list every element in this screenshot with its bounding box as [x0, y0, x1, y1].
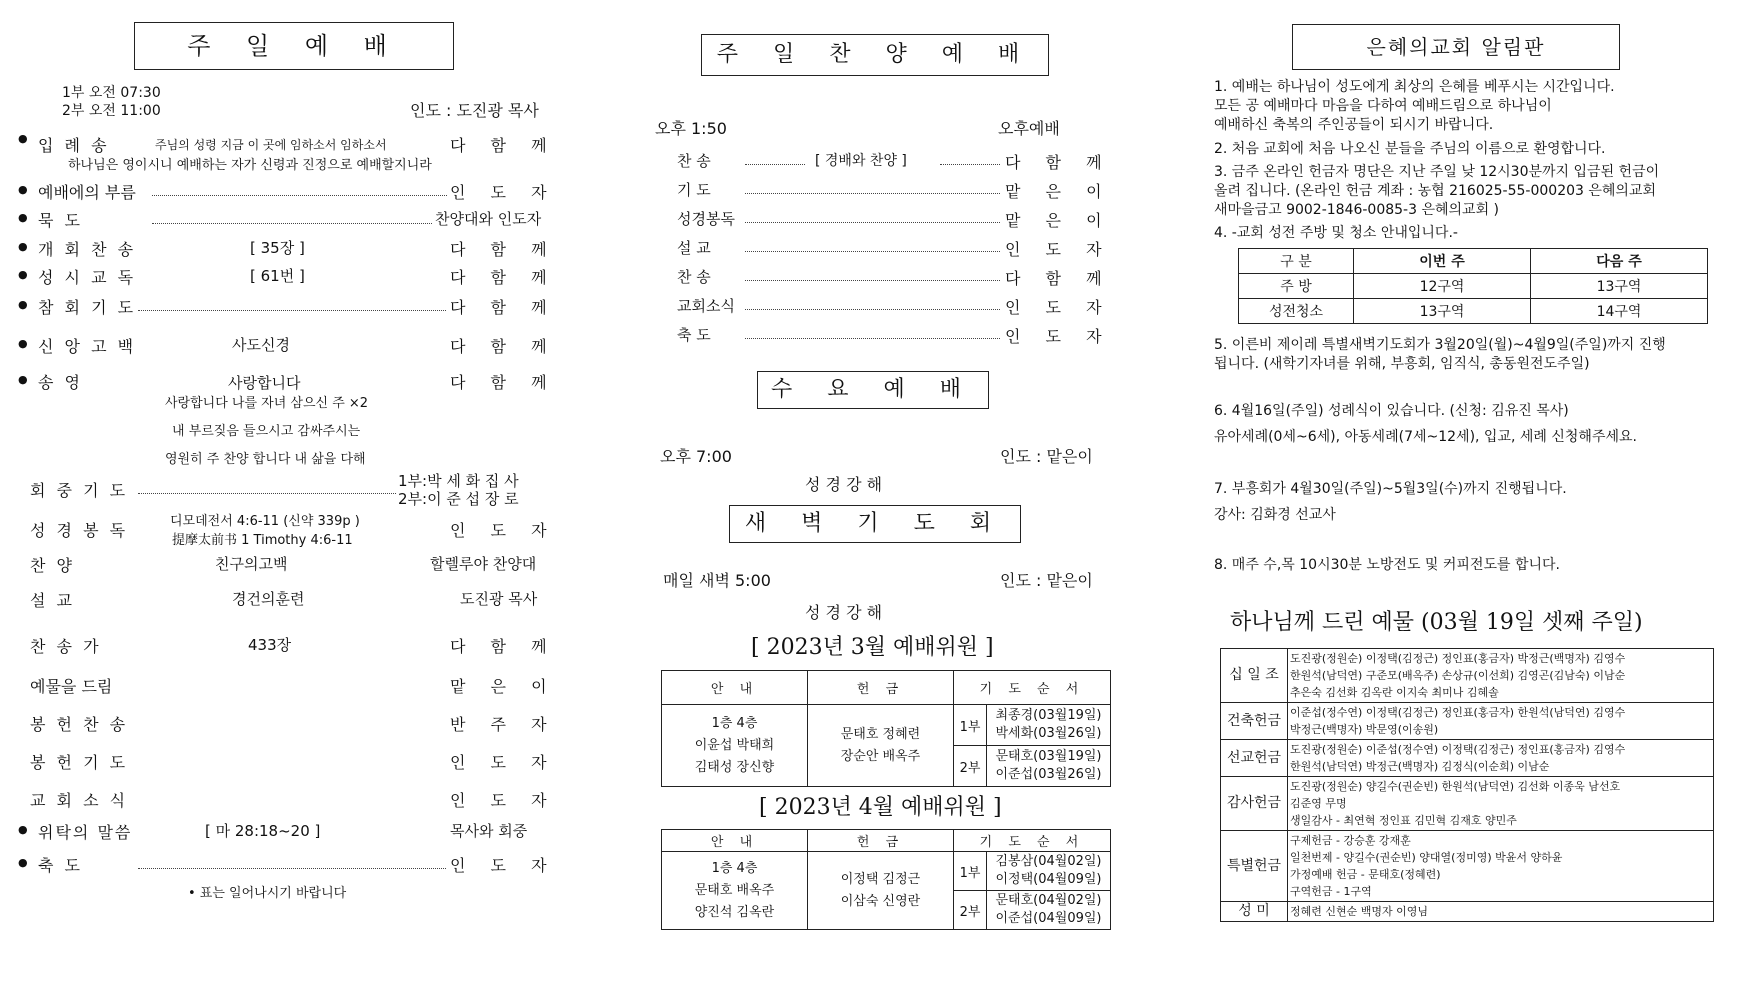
middle-column [655, 0, 1145, 982]
notice-line: 새마을금고 9002-1846-0085-3 은혜의교회 ) [1214, 202, 1500, 218]
notice-line: 유아세례(0세~6세), 아동세례(7세~12세), 입교, 세례 신청해주세요. [1214, 429, 1637, 445]
standing-bullet: ● [18, 856, 28, 869]
prayer-name: 최종경(03월19일) [995, 708, 1102, 723]
order-offer-prayer-label: 봉 헌 기 도 [30, 753, 129, 772]
leader-dots [745, 193, 1000, 194]
notice-line: 3. 금주 온라인 헌금자 명단은 지난 주일 낮 12시30분까지 입금된 헌금이 [1214, 164, 1660, 180]
clean-cell: 13구역 [1531, 274, 1708, 299]
clean-cell: 주 방 [1239, 274, 1354, 299]
guide-line: 김태성 장신향 [694, 759, 775, 775]
order-opening-hymn-mid: [ 35장 ] [250, 239, 305, 257]
order-reading-ref: 디모데전서 4:6-11 (신약 339p ) [170, 514, 360, 529]
guide-line: 문태호 배옥주 [694, 882, 775, 898]
offering-kind: 특별헌금 [1221, 831, 1288, 902]
offering-title: 하나님께 드린 예물 (03월 19일 셋째 주일) [1230, 610, 1643, 635]
notice-line: 강사: 김화경 선교사 [1214, 507, 1336, 523]
wednesday-time: 오후 7:00 [660, 447, 732, 466]
standing-bullet: ● [18, 268, 28, 281]
sunday-service-title: 주 일 예 배 [134, 22, 454, 70]
praise-item-right: 맡 은 이 [1005, 182, 1112, 201]
notice-line: 모든 공 예배마다 마음을 다하여 예배드림으로 하나님이 [1214, 98, 1552, 114]
offering-line: 문태호 정혜련 [840, 726, 921, 742]
service-time-2: 2부 오전 11:00 [62, 103, 161, 119]
clean-cell: 12구역 [1354, 274, 1531, 299]
offering-line: 구제헌금 - 강승훈 강재훈 [1290, 834, 1411, 847]
offering-names [1288, 740, 1714, 777]
clean-cell: 13구역 [1354, 299, 1531, 324]
leader-dots [745, 222, 1000, 223]
order-silent-right: 찬양대와 인도자 [435, 210, 542, 228]
offering-line: 장순안 배옥주 [840, 748, 921, 764]
order-hymn-right: 다 함 께 [450, 637, 557, 656]
notice-line: 1. 예배는 하나님이 성도에게 최상의 은혜를 베푸시는 시간입니다. [1214, 79, 1615, 95]
leader-dots [745, 164, 805, 165]
offering-names [1288, 902, 1714, 922]
service-leader: 인도 : 도진광 목사 [410, 101, 539, 120]
order-commission-label: 위탁의 말씀 [38, 823, 133, 842]
prayer-name: 박세화(03월26일) [995, 726, 1102, 741]
praise-item-label: 기 도 [677, 181, 711, 199]
praise-item-label: 성경봉독 [677, 210, 735, 228]
praise-item-right: 인 도 자 [1005, 240, 1112, 259]
header-offering: 헌 금 [808, 671, 954, 705]
leader-dots [745, 309, 1000, 310]
clean-header: 이번 주 [1354, 249, 1531, 274]
leader-dots [940, 164, 1000, 165]
prayer-name: 문태호(03월19일) [995, 749, 1102, 764]
notice-6 [1214, 398, 1734, 450]
clean-cell: 성전청소 [1239, 299, 1354, 324]
clean-header: 다음 주 [1531, 249, 1708, 274]
offering-kind: 십 일 조 [1221, 649, 1288, 703]
offering-kind: 성 미 [1221, 902, 1288, 922]
order-hymn-mid: 433장 [248, 636, 292, 654]
guide-cell [662, 852, 808, 930]
notice-8: 8. 매주 수,목 10시30분 노방전도 및 커피전도를 합니다. [1214, 557, 1560, 573]
order-choir-mid: 친구의고백 [215, 555, 288, 573]
april-committee-title: [ 2023년 4월 예배위원 ] [759, 795, 1002, 820]
guide-line: 양진석 김옥란 [694, 904, 775, 920]
praise-item-right: 인 도 자 [1005, 298, 1112, 317]
offering-line: 가정예배 헌금 - 문태호(정혜련) [1290, 868, 1441, 881]
notice-3 [1214, 163, 1734, 220]
offering-line: 한원석(남덕연) 박정근(백명자) 김정식(이순희) 이남순 [1290, 760, 1550, 773]
order-repent-label: 참 회 기 도 [38, 298, 137, 317]
guide-line: 1층 4층 [711, 860, 758, 876]
order-opening-hymn-label: 개 회 찬 송 [38, 240, 137, 259]
order-entrance-song: 주님의 성령 지금 이 곳에 임하소서 임하소서 [155, 138, 387, 152]
prayer-part: 2부 [954, 891, 987, 930]
standing-bullet: ● [18, 373, 28, 386]
leader-dots [152, 195, 447, 196]
praise-service-time: 오후 1:50 [655, 119, 727, 138]
praise-lyric-1: 사랑합니다 나를 자녀 삼으신 주 ×2 [165, 396, 369, 411]
offering-names [1288, 649, 1714, 703]
notice-line: 5. 이른비 제이레 특별새벽기도회가 3월20일(월)~4월9일(주일)까지 진행 [1214, 337, 1666, 353]
offering-line: 도진광(정원순) 이정택(김정근) 정인표(홍금자) 박정근(백명자) 김영수 [1290, 652, 1626, 665]
praise-item-label: 찬 송 [677, 152, 711, 170]
notice-1 [1214, 78, 1734, 135]
header-prayer: 기 도 순 서 [954, 830, 1111, 852]
prayer-names [987, 852, 1111, 891]
standing-bullet: ● [18, 337, 28, 350]
prayer-part: 2부 [954, 746, 987, 787]
order-responsive-label: 성 시 교 독 [38, 268, 137, 287]
order-responsive-mid: [ 61번 ] [250, 267, 305, 285]
offering-cell [808, 852, 954, 930]
dawn-time: 매일 새벽 5:00 [663, 571, 771, 590]
offering-line: 이정택 김정근 [840, 871, 921, 887]
order-creed-right: 다 함 께 [450, 337, 557, 356]
praise-lyric-3: 영원히 주 찬양 합니다 내 삶을 다해 [165, 452, 366, 467]
offering-kind: 감사헌금 [1221, 777, 1288, 831]
order-prayer-1: 1부:박 세 화 집 사 [398, 472, 519, 490]
prayer-name: 문태호(04월02일) [995, 893, 1102, 908]
order-reading-ref-cn: 提摩太前书 1 Timothy 4:6-11 [172, 533, 353, 548]
header-offering: 헌 금 [808, 830, 954, 852]
sunday-service-column [0, 0, 560, 982]
standing-footnote: • 표는 일어나시기 바랍니다 [188, 886, 347, 901]
order-praise-label: 송 영 [38, 373, 83, 392]
prayer-names [987, 705, 1111, 746]
leader-dots [138, 310, 446, 311]
notice-7 [1214, 476, 1734, 528]
order-prayer-2: 2부:이 준 섭 장 로 [398, 490, 519, 508]
order-offer-prayer-right: 인 도 자 [450, 753, 557, 772]
notice-line: 됩니다. (새학기자녀를 위해, 부흥회, 임직식, 총동원전도주일) [1214, 356, 1590, 372]
order-responsive-right: 다 함 께 [450, 268, 557, 287]
order-praise-right: 다 함 께 [450, 373, 557, 392]
leader-dots [745, 338, 1000, 339]
leader-dots [138, 493, 396, 494]
notice-line: 예배하신 축복의 주인공들이 되시기 바랍니다. [1214, 117, 1494, 133]
wednesday-service-title: 수 요 예 배 [757, 371, 989, 409]
praise-item-label: 교회소식 [677, 297, 735, 315]
dawn-sub: 성 경 강 해 [805, 603, 883, 622]
standing-bullet: ● [18, 823, 28, 836]
order-benediction-label: 축 도 [38, 856, 83, 875]
order-call-right: 인 도 자 [450, 183, 557, 202]
order-hymn-label: 찬 송 가 [30, 637, 102, 656]
offering-names [1288, 831, 1714, 902]
order-commission-right: 목사와 회중 [450, 822, 528, 840]
offering-line: 일천번제 - 양길수(권순빈) 양대열(정미영) 박윤서 양하윤 [1290, 851, 1563, 864]
order-choir-right: 할렐루야 찬양대 [430, 555, 537, 573]
header-guide: 안 내 [662, 830, 808, 852]
order-creed-label: 신 앙 고 백 [38, 337, 137, 356]
offering-line: 추은숙 김선화 김옥란 이지숙 최미나 김혜솔 [1290, 686, 1499, 699]
offering-line: 김준영 무명 [1290, 797, 1347, 810]
offering-kind: 건축헌금 [1221, 703, 1288, 740]
order-opening-hymn-right: 다 함 께 [450, 240, 557, 259]
order-offering-label: 예물을 드림 [30, 677, 113, 696]
order-sermon-title: 경건의훈련 [232, 590, 305, 608]
order-commission-mid: [ 마 28:18~20 ] [205, 822, 321, 840]
offering-line: 이삼숙 신영란 [840, 893, 921, 909]
notice-5 [1214, 336, 1734, 374]
wednesday-sub: 성 경 강 해 [805, 475, 883, 494]
dawn-leader: 인도 : 맡은이 [1000, 571, 1093, 590]
order-choir-label: 찬 양 [30, 556, 75, 575]
offering-line: 박정근(백명자) 박문영(이송원) [1290, 723, 1439, 736]
standing-bullet: ● [18, 298, 28, 311]
notice-2: 2. 처음 교회에 처음 나오신 분들을 주님의 이름으로 환영합니다. [1214, 141, 1606, 157]
prayer-name: 이준섭(03월26일) [995, 767, 1102, 782]
leader-dots [152, 223, 432, 224]
praise-service-title: 주 일 찬 양 예 배 [701, 34, 1049, 76]
offering-cell [808, 705, 954, 787]
order-offer-hymn-right: 반 주 자 [450, 715, 557, 734]
notice-line: 6. 4월16일(주일) 성례식이 있습니다. (신청: 김유진 목사) [1214, 403, 1569, 419]
order-silent-label: 묵 도 [38, 211, 83, 230]
header-prayer: 기 도 순 서 [954, 671, 1111, 705]
guide-cell [662, 705, 808, 787]
praise-item-right: 맡 은 이 [1005, 211, 1112, 230]
offering-kind: 선교헌금 [1221, 740, 1288, 777]
order-benediction-right: 인 도 자 [450, 856, 557, 875]
order-sermon-label: 설 교 [30, 591, 75, 610]
order-news-label: 교 회 소 식 [30, 791, 129, 810]
offering-names [1288, 777, 1714, 831]
praise-lyric-2: 내 부르짖음 들으시고 감싸주시는 [172, 424, 361, 439]
offering-table [1220, 648, 1714, 922]
guide-line: 이윤섭 박태희 [694, 737, 775, 753]
praise-item-label: 찬 송 [677, 268, 711, 286]
cleaning-table [1238, 248, 1708, 324]
praise-item-mid: [ 경배와 찬양 ] [815, 153, 907, 169]
notice-board-title: 은혜의교회 알림판 [1292, 24, 1620, 70]
prayer-names [987, 746, 1111, 787]
offering-line: 이준섭(정수연) 이정택(김정근) 정인표(홍금자) 한원석(남덕연) 김영수 [1290, 706, 1626, 719]
leader-dots [745, 280, 1000, 281]
order-praise-mid: 사랑합니다 [228, 374, 301, 392]
prayer-names [987, 891, 1111, 930]
praise-item-label: 설 교 [677, 239, 711, 257]
offering-line: 도진광(정원순) 양길수(권순빈) 한원석(남덕연) 김선화 이종욱 남선호 [1290, 780, 1621, 793]
standing-bullet: ● [18, 183, 28, 196]
leader-dots [138, 868, 446, 869]
april-committee-table [661, 829, 1111, 930]
standing-bullet: ● [18, 240, 28, 253]
standing-bullet: ● [18, 211, 28, 224]
notice-line: 7. 부흥회가 4월30일(주일)~5월3일(수)까지 진행됩니다. [1214, 481, 1567, 497]
service-time-1: 1부 오전 07:30 [62, 85, 161, 101]
header-guide: 안 내 [662, 671, 808, 705]
prayer-name: 김봉삼(04월02일) [995, 854, 1102, 869]
wednesday-leader: 인도 : 맡은이 [1000, 447, 1093, 466]
order-entrance-label: 입 례 송 [38, 136, 110, 155]
offering-line: 생일감사 - 최연혁 정인표 김민혁 김재호 양민주 [1290, 814, 1517, 827]
prayer-part: 1부 [954, 705, 987, 746]
order-news-right: 인 도 자 [450, 791, 557, 810]
order-entrance-line2: 하나님은 영이시니 예배하는 자가 신령과 진정으로 예배할지니라 [68, 158, 432, 173]
praise-item-label: 축 도 [677, 326, 711, 344]
order-entrance-right: 다 함 께 [450, 136, 557, 155]
march-committee-table [661, 670, 1111, 787]
offering-names [1288, 703, 1714, 740]
order-sermon-right: 도진광 목사 [460, 590, 538, 608]
clean-header: 구 분 [1239, 249, 1354, 274]
praise-service-time-right: 오후예배 [998, 119, 1060, 138]
order-reading-label: 성 경 봉 독 [30, 521, 129, 540]
prayer-name: 이준섭(04월09일) [995, 911, 1102, 926]
praise-item-right: 다 함 께 [1005, 153, 1112, 172]
offering-line: 정혜련 신현순 백명자 이영님 [1290, 905, 1429, 918]
offering-line: 도진광(정원순) 이준섭(정수연) 이정택(김정근) 정인표(홍금자) 김영수 [1290, 743, 1626, 756]
order-reading-right: 인 도 자 [450, 521, 557, 540]
order-call-label: 예배에의 부름 [38, 183, 136, 202]
order-creed-mid: 사도신경 [232, 336, 290, 354]
prayer-name: 이정택(04월09일) [995, 872, 1102, 887]
leader-dots [745, 251, 1000, 252]
offering-line: 한원석(남덕연) 구준모(배옥주) 손상규(이선희) 김영곤(김남숙) 이남순 [1290, 669, 1626, 682]
order-offer-hymn-label: 봉 헌 찬 송 [30, 715, 129, 734]
standing-bullet: ● [18, 132, 28, 145]
notice-4: 4. -교회 성전 주방 및 청소 안내입니다.- [1214, 225, 1458, 241]
order-repent-right: 다 함 께 [450, 298, 557, 317]
praise-item-right: 다 함 께 [1005, 269, 1112, 288]
order-offering-right: 맡 은 이 [450, 677, 557, 696]
guide-line: 1층 4층 [711, 715, 758, 731]
notice-line: 올려 집니다. (온라인 헌금 계좌 : 농협 216025-55-000203 은혜의교회 [1214, 183, 1656, 199]
praise-item-right: 인 도 자 [1005, 327, 1112, 346]
offering-line: 구역헌금 - 1구역 [1290, 885, 1372, 898]
prayer-part: 1부 [954, 852, 987, 891]
clean-cell: 14구역 [1531, 299, 1708, 324]
march-committee-title: [ 2023년 3월 예배위원 ] [751, 635, 994, 660]
order-prayer-label: 회 중 기 도 [30, 481, 129, 500]
dawn-prayer-title: 새 벽 기 도 회 [729, 505, 1021, 543]
